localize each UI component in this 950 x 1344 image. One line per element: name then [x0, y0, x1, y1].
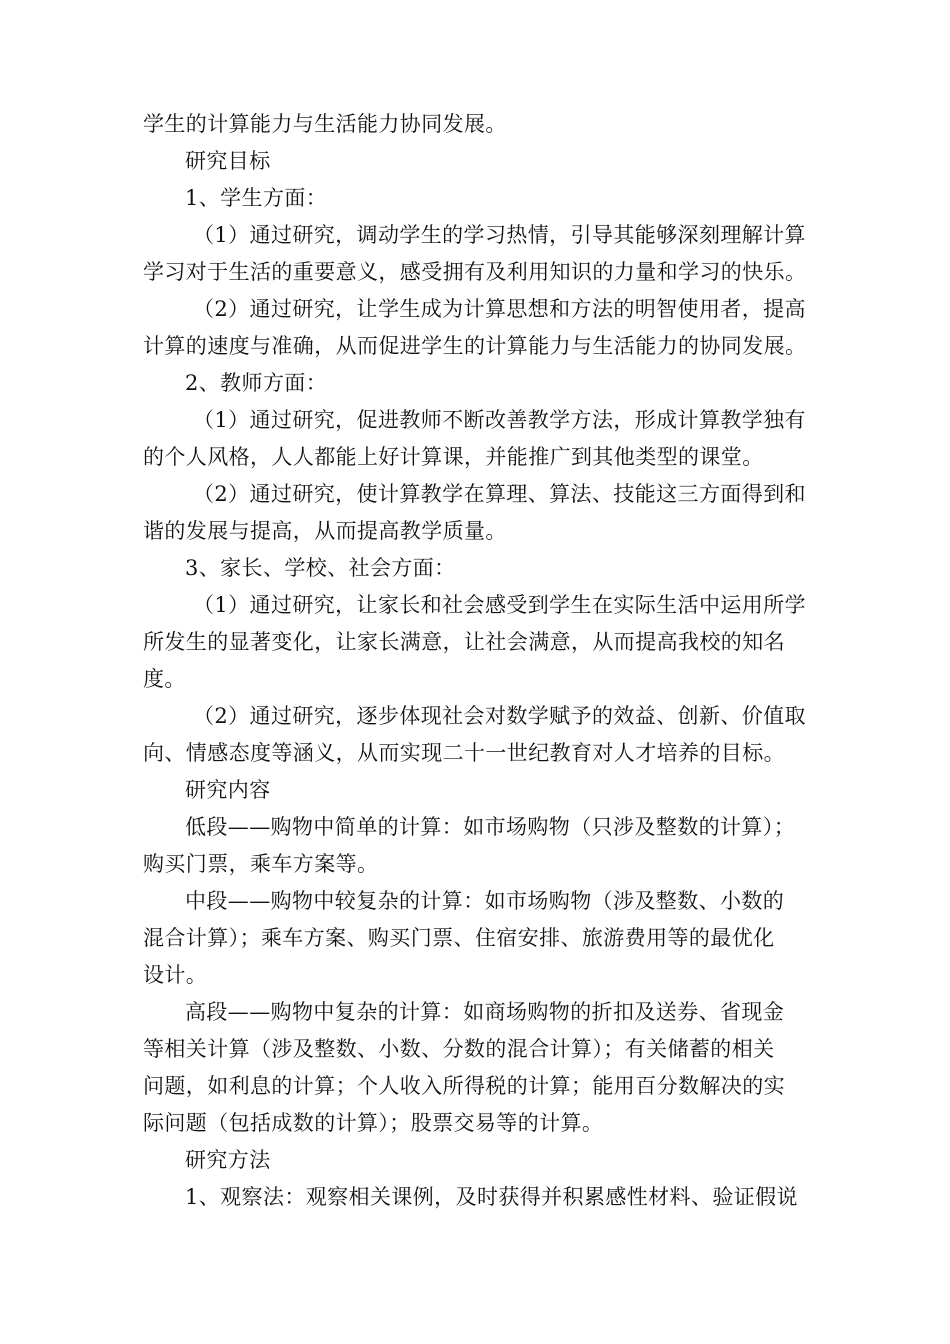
text-line: （2）通过研究，使计算教学在算理、算法、技能这三方面得到和	[193, 482, 806, 506]
text-line: 设计。	[143, 963, 208, 987]
text-line: （1）通过研究，调动学生的学习热情，引导其能够深刻理解计算	[193, 223, 806, 247]
subsection-heading: 2、教师方面：	[185, 371, 328, 395]
text-line: 的个人风格，人人都能上好计算课，并能推广到其他类型的课堂。	[143, 445, 764, 469]
text-line: 谐的发展与提高，从而提高教学质量。	[143, 519, 507, 543]
text-line: 度。	[143, 667, 186, 691]
text-line: （1）通过研究，让家长和社会感受到学生在实际生活中运用所学	[193, 593, 806, 617]
text-line: 低段——购物中简单的计算：如市场购物（只涉及整数的计算）；	[185, 815, 796, 839]
text-line: 购买门票，乘车方案等。	[143, 852, 379, 876]
text-line: 混合计算）；乘车方案、购买门票、住宿安排、旅游费用等的最优化	[143, 926, 775, 950]
section-heading-methods: 研究方法	[185, 1148, 271, 1172]
text-line: 问题，如利息的计算；个人收入所得税的计算；能用百分数解决的实	[143, 1074, 785, 1098]
section-heading-goals: 研究目标	[185, 149, 271, 173]
text-line: 学习对于生活的重要意义，感受拥有及利用知识的力量和学习的快乐。	[143, 260, 807, 284]
text-line: 学生的计算能力与生活能力协同发展。	[143, 112, 507, 136]
text-line: 高段——购物中复杂的计算：如商场购物的折扣及送券、省现金	[185, 1000, 785, 1024]
text-line: 1、观察法：观察相关课例，及时获得并积累感性材料、验证假说	[185, 1185, 798, 1209]
document-body	[143, 106, 813, 1216]
text-line: 际问题（包括成数的计算）；股票交易等的计算。	[143, 1111, 604, 1135]
text-line: 计算的速度与准确，从而促进学生的计算能力与生活能力的协同发展。	[143, 334, 807, 358]
text-line: （1）通过研究，促进教师不断改善教学方法，形成计算教学独有	[193, 408, 806, 432]
section-heading-content: 研究内容	[185, 778, 271, 802]
text-line: （2）通过研究，逐步体现社会对数学赋予的效益、创新、价值取	[193, 704, 806, 728]
text-line: 中段——购物中较复杂的计算：如市场购物（涉及整数、小数的	[185, 889, 785, 913]
text-line: （2）通过研究，让学生成为计算思想和方法的明智使用者，提高	[193, 297, 806, 321]
subsection-heading: 1、学生方面：	[185, 186, 328, 210]
text-line: 向、情感态度等涵义，从而实现二十一世纪教育对人才培养的目标。	[143, 741, 785, 765]
text-line: 等相关计算（涉及整数、小数、分数的混合计算）；有关储蓄的相关	[143, 1037, 775, 1061]
subsection-heading: 3、家长、学校、社会方面：	[185, 556, 456, 580]
text-line: 所发生的显著变化，让家长满意，让社会满意，从而提高我校的知名	[143, 630, 785, 654]
